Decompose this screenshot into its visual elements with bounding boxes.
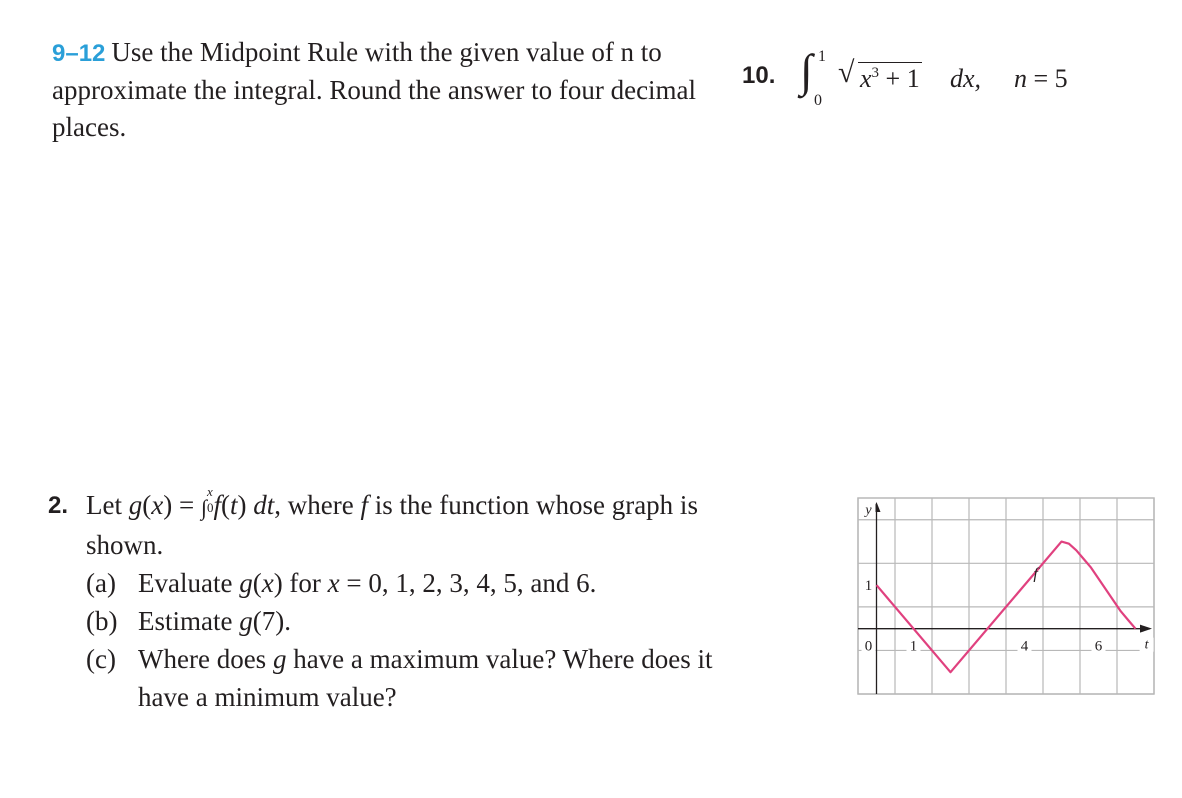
differential-text: dx, [950, 64, 982, 93]
curve-label-f: f [1033, 565, 1038, 583]
var-x: x [151, 490, 164, 520]
part-b [86, 602, 291, 640]
x-tick-label-4: 4 [1020, 638, 1029, 655]
n-value [1014, 64, 1068, 94]
part-a-paren: ( [252, 568, 262, 598]
instruction-line-3: places. [52, 112, 127, 142]
upper-limit: 1 [818, 48, 826, 65]
part-c-label: (c) [86, 644, 116, 674]
var-f-2: f [360, 490, 368, 520]
var-g: g [128, 490, 143, 520]
small-upper-limit: x [206, 484, 213, 499]
problem-2-number: 2. [48, 492, 69, 519]
part-a-pre: Evaluate [138, 568, 240, 598]
x-tick-label-0: 0 [864, 638, 873, 655]
problem-2-statement-cont: shown. [86, 530, 164, 560]
radicand-rest: + 1 [879, 64, 920, 93]
x-tick-label-6: 6 [1094, 638, 1103, 655]
part-c-continued: have a minimum value? [138, 682, 397, 712]
part-b-g: g [239, 606, 253, 636]
y-tick-label-1: 1 [864, 578, 873, 595]
part-c [86, 640, 713, 678]
differential [950, 64, 981, 94]
paren-open: ( [142, 490, 152, 520]
x-axis-label: t [1144, 637, 1149, 653]
part-b-pre: Estimate [138, 606, 240, 636]
lower-limit: 0 [814, 92, 822, 109]
instruction-line-1: Use the Midpoint Rule with the given value of n to [111, 37, 662, 67]
small-integral-sign: ∫ [200, 495, 207, 520]
n-label: n [1014, 64, 1027, 93]
part-a-x2: x [327, 568, 340, 598]
integral-sign: ∫ [800, 45, 813, 96]
paren-open-2: ( [220, 490, 230, 520]
instruction-line-2: approximate the integral. Round the answer to four decimal [52, 75, 697, 105]
text-equals: ) = [163, 490, 201, 520]
text-let: Let [86, 490, 129, 520]
part-a-label: (a) [86, 568, 116, 598]
x-tick-label-1: 1 [909, 638, 918, 655]
part-a-tail: = 0, 1, 2, 3, 4, 5, and 6. [339, 568, 597, 598]
problem-10-number: 10. [742, 62, 776, 89]
part-a [86, 564, 596, 602]
part-c-g: g [272, 644, 287, 674]
radical-sign: √ [838, 56, 855, 89]
part-c-tail: have a maximum value? Where does it [286, 644, 713, 674]
problem-set-instructions [52, 34, 732, 146]
problem-10 [742, 45, 1162, 114]
small-lower-limit: 0 [206, 500, 214, 515]
y-axis-label: y [865, 503, 872, 518]
part-c-pre: Where does [138, 644, 273, 674]
var-t: t [229, 490, 238, 520]
problem-range: 9–12 [52, 40, 106, 67]
paren-close: ) [237, 490, 254, 520]
part-a-post: ) for [273, 568, 328, 598]
part-b-label: (b) [86, 606, 118, 636]
var-dt: dt [253, 490, 275, 520]
radicand-base: x [860, 64, 872, 93]
radicand [858, 62, 922, 93]
text-tail: is the function whose graph is [368, 490, 698, 520]
part-a-g: g [239, 568, 253, 598]
problem-2-statement [86, 486, 698, 526]
graph-of-f [856, 496, 1156, 696]
n-equals: = 5 [1033, 64, 1068, 93]
var-f: f [213, 490, 221, 520]
part-b-tail: (7). [252, 606, 291, 636]
text-where: , where [274, 490, 361, 520]
part-a-x: x [261, 568, 274, 598]
radicand-exponent: 3 [871, 65, 880, 81]
